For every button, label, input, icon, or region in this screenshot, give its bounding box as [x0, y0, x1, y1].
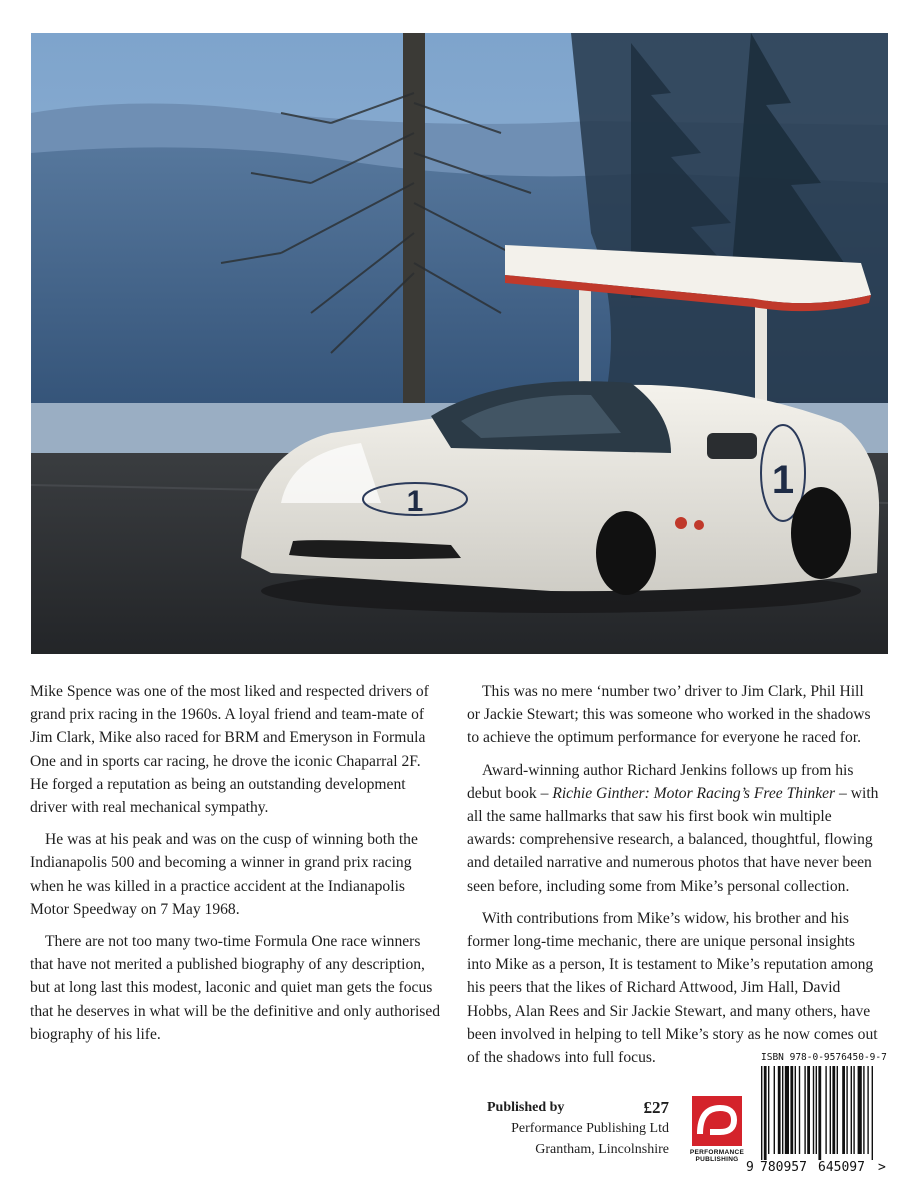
car-number: 1	[406, 485, 424, 518]
logo-wordmark: PERFORMANCE PUBLISHING	[689, 1149, 745, 1163]
published-by-label: Published by	[487, 1100, 565, 1115]
text-run: – with all the same hallmarks that saw his first book win multiple awards: comprehensive research, a balanced, thoughtful, flowing and detailed narrative and numerous photos that have never been seen before, including some from Mike’s personal collection.	[467, 784, 879, 895]
barcode-digit-trail: >	[878, 1160, 886, 1175]
barcode	[747, 1066, 887, 1170]
blurb-right-column	[467, 680, 879, 1078]
blurb-paragraph: This was no mere ‘number two’ driver to Jim Clark, Phil Hill or Jackie Stewart; this was someone who worked in the shadows to achieve the optimum performance for everyone he raced for.	[467, 683, 871, 747]
barcode-digits-left: 780957	[760, 1160, 807, 1175]
text-run: Award-winning author Richard Jenkins follows up from his debut book –	[467, 761, 854, 802]
blurb-paragraph: He was at his peak and was on the cusp of winning both the Indianapolis 500 and becoming a winner in grand prix racing when he was killed in a practice accident at the Indianapolis Motor Speedway on 7 May 1968.	[30, 831, 418, 918]
publisher-block	[487, 1097, 669, 1160]
blurb-left-column	[30, 680, 442, 1055]
price: £27	[643, 1098, 669, 1117]
blurb-paragraph: With contributions from Mike’s widow, his brother and his former long-time mechanic, there are unique personal insights into Mike as a person, It is testament to Mike’s reputation among his peers that the likes of Richard Attwood, Jim Hall, David Hobbs, Alan Rees and Sir Jackie Stewart, and many others, have been involved in helping to tell Mike’s story as he now comes out of the shadows into full focus.	[467, 909, 878, 1067]
cover-photo	[31, 33, 888, 654]
blurb-paragraph: There are not too many two-time Formula One race winners that have not merited a published biography of any description, but at long last this modest, laconic and quiet man gets the focus that he deserves in what will be the definitive and only authorised biography of his life.	[30, 933, 441, 1043]
barcode-digits-right: 645097	[818, 1160, 865, 1175]
isbn-label: ISBN 978-0-9576450-9-7	[761, 1052, 887, 1063]
publisher-name: Performance Publishing Ltd	[511, 1121, 669, 1136]
publisher-location: Grantham, Lincolnshire	[535, 1142, 669, 1157]
publisher-logo	[689, 1096, 745, 1162]
barcode-digit-lead: 9	[746, 1160, 754, 1175]
svg-text:1: 1	[771, 458, 795, 502]
book-title: Richie Ginther: Motor Racing’s Free Thinker	[552, 784, 836, 802]
blurb-paragraph: Mike Spence was one of the most liked and respected drivers of grand prix racing in the 1960s. A loyal friend and team-mate of Jim Clark, Mike also raced for BRM and Emeryson in Formula One and in sports car racing, he drove the iconic Chaparral 2F. He forged a reputation as being an outstanding development driver with real mechanical sympathy.	[30, 683, 429, 817]
blurb-paragraph	[467, 759, 879, 898]
